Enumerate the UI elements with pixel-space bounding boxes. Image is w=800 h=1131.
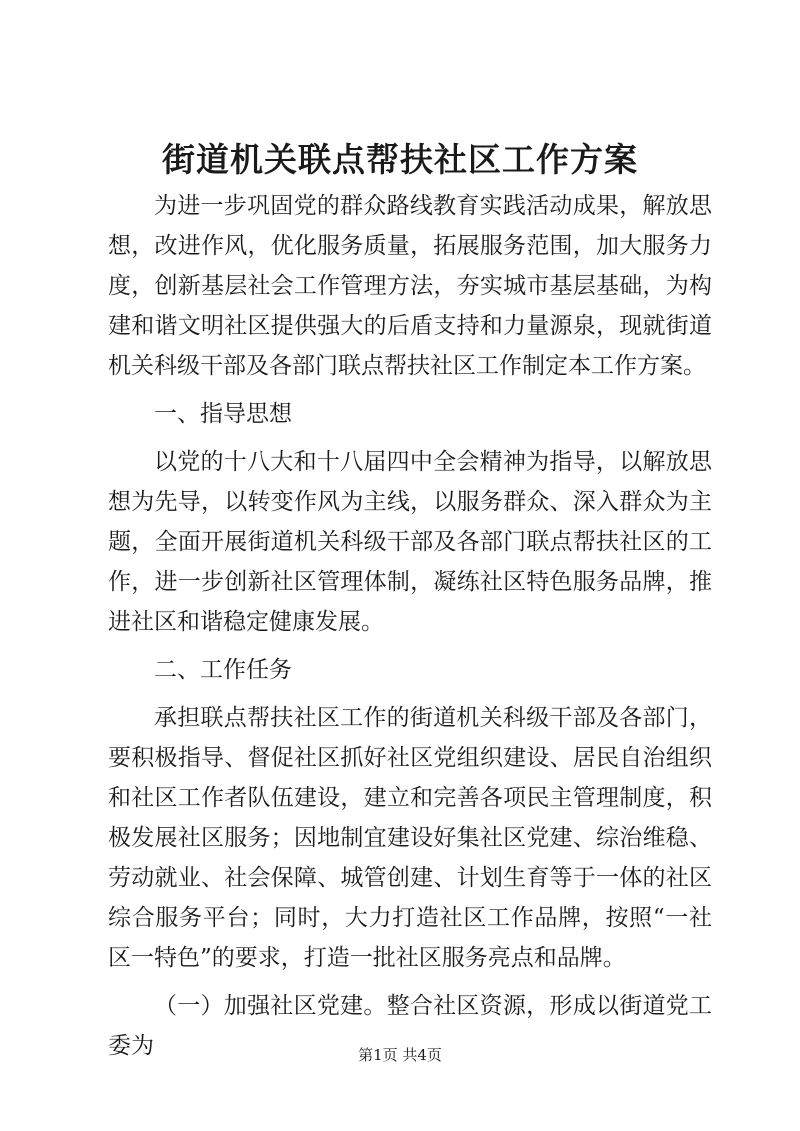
section-heading-guiding-ideology: 一、指导思想 (154, 401, 292, 427)
paragraph-intro: 为进一步巩固党的群众路线教育实践活动成果，解放思想，改进作风，优化服务质量，拓展服务范围，加大服务力度，创新基层社会工作管理方法，夯实城市基层基础，为构建和谐文明社区提供强大的后盾支持和力量源泉，现就街道机关科级干部及各部门联点帮扶社区工作制定本工作方案。 (108, 193, 712, 379)
document-title: 街道机关联点帮扶社区工作方案 (162, 140, 638, 179)
paragraph-work-tasks: 承担联点帮扶社区工作的街道机关科级干部及各部门，要积极指导、督促社区抓好社区党组织建设、居民自治组织和社区工作者队伍建设，建立和完善各项民主管理制度，积极发展社区服务；因地制宜建设好集社区党建、综治维稳、劳动就业、社会保障、城管创建、计划生育等于一体的社区综合服务平台；同时，大力打造社区工作品牌，按照“一社区一特色”的要求，打造一批社区服务亮点和品牌。 (108, 705, 712, 971)
section-heading-work-tasks: 二、工作任务 (154, 657, 292, 683)
page-footer: 第1页 共4页 (358, 1046, 442, 1064)
paragraph-party-building: （一）加强社区党建。整合社区资源，形成以街道党工委为 (108, 993, 712, 1059)
document-body (108, 186, 712, 1066)
paragraph-guiding-ideology: 以党的十八大和十八届四中全会精神为指导，以解放思想为先导，以转变作风为主线，以服务群众、深入群众为主题，全面开展街道机关科级干部及各部门联点帮扶社区的工作，进一步创新社区管理体制，凝练社区特色服务品牌，推进社区和谐稳定健康发展。 (108, 449, 712, 635)
